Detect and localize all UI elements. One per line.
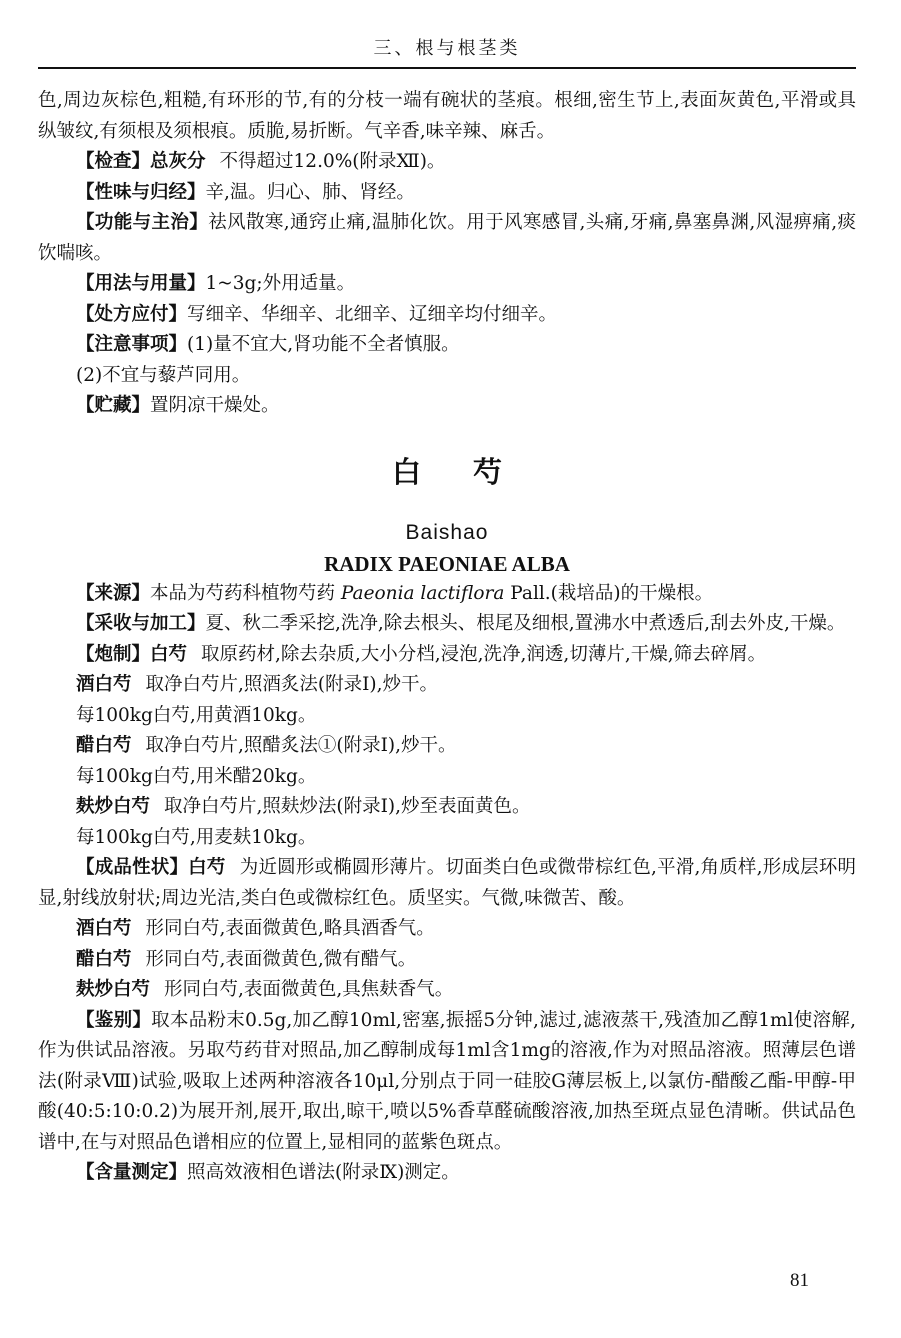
processing-paragraph xyxy=(38,640,856,671)
prescription-tag: 【处方应付】 xyxy=(76,303,188,325)
characters-bran-sub: 麸炒白芍 xyxy=(76,979,151,1000)
characters-text: 为近圆形或椭圆形薄片。切面类白色或微带棕红色,平滑,角质样,形成层环明显,射线放射状;周边光洁,类白色或微棕红色。质坚实。气微,味微苦、酸。 xyxy=(38,857,856,909)
inspection-sub: 总灰分 xyxy=(150,151,206,172)
identification-text: 取本品粉末0.5g,加乙醇10ml,密塞,振摇5分钟,滤过,滤液蒸干,残渣加乙醇1ml使溶解,作为供试品溶液。另取芍药苷对照品,加乙醇制成每1ml含1mg的溶液,作为对照品溶液。照薄层色谱法(附录Ⅷ)试验,吸取上述两种溶液各10μl,分别点于同一硅胶G薄层板上,以氯仿-醋酸乙酯-甲醇-甲酸(40:5:10:0.2)为展开剂,展开,取出,晾干,喷以5%香草醛硫酸溶液,加热至斑点显色清晰。供试品色谱中,在与对照品色谱相应的位置上,显相同的蓝紫色斑点。 xyxy=(38,1009,856,1153)
assay-paragraph xyxy=(38,1158,856,1189)
characters-wine xyxy=(38,914,856,945)
inspection-paragraph xyxy=(38,147,856,178)
characters-paragraph xyxy=(38,853,856,914)
wine-processing xyxy=(38,670,856,701)
identification-tag: 【鉴别】 xyxy=(76,1009,152,1031)
characters-bran xyxy=(38,975,856,1006)
source-species: Paeonia lactiflora xyxy=(340,582,505,604)
bran-text: 取净白芍片,照麸炒法(附录Ⅰ),炒至表面黄色。 xyxy=(164,796,531,817)
harvest-paragraph xyxy=(38,609,856,640)
vinegar-text: 取净白芍片,照醋炙法①(附录Ⅰ),炒干。 xyxy=(145,735,457,756)
dosage-text: 1~3g;外用适量。 xyxy=(205,273,356,294)
harvest-tag: 【采收与加工】 xyxy=(76,613,206,634)
property-text: 辛,温。归心、肺、肾经。 xyxy=(205,181,415,203)
vinegar-processing xyxy=(38,731,856,762)
characters-vinegar xyxy=(38,945,856,976)
precaution-text: (1)量不宜大,肾功能不全者慎服。 xyxy=(187,334,460,355)
property-paragraph xyxy=(38,178,856,209)
function-paragraph xyxy=(38,208,856,269)
bran-processing xyxy=(38,792,856,823)
inspection-text: 不得超过12.0%(附录Ⅻ)。 xyxy=(219,151,446,172)
bran-sub: 麸炒白芍 xyxy=(76,796,151,817)
prescription-text: 写细辛、华细辛、北细辛、辽细辛均付细辛。 xyxy=(187,303,558,325)
precaution-paragraph xyxy=(38,330,856,361)
precaution-item-2: (2)不宜与藜芦同用。 xyxy=(76,364,251,386)
characters-bran-text: 形同白芍,表面微黄色,具焦麸香气。 xyxy=(164,979,454,1000)
storage-tag: 【贮藏】 xyxy=(76,395,151,416)
identification-paragraph xyxy=(38,1006,856,1159)
assay-tag: 【含量测定】 xyxy=(76,1162,188,1183)
page-number: 81 xyxy=(790,1270,809,1291)
dosage-tag: 【用法与用量】 xyxy=(76,273,206,294)
characters-wine-sub: 酒白芍 xyxy=(76,918,132,939)
vinegar-ratio: 每100kg白芍,用米醋20kg。 xyxy=(76,765,317,787)
precaution-tag: 【注意事项】 xyxy=(76,334,188,355)
wine-text: 取净白芍片,照酒炙法(附录Ⅰ),炒干。 xyxy=(145,674,439,695)
processing-sub: 白芍 xyxy=(150,643,188,665)
continued-description: 色,周边灰棕色,粗糙,有环形的节,有的分枝一端有碗状的茎痕。根细,密生节上,表面灰黄色,平滑或具纵皱纹,有须根及须根痕。质脆,易折断。气辛香,味辛辣、麻舌。 xyxy=(38,90,856,142)
characters-tag: 【成品性状】 xyxy=(76,857,189,878)
characters-vinegar-sub: 醋白芍 xyxy=(76,948,132,970)
function-tag: 【功能与主治】 xyxy=(76,212,209,233)
dosage-paragraph xyxy=(38,269,856,300)
source-text-2: Pall.(栽培品)的干燥根。 xyxy=(510,582,714,604)
header-rule xyxy=(38,67,856,69)
storage-paragraph xyxy=(38,391,856,422)
source-tag: 【来源】 xyxy=(76,582,151,604)
monograph-title-pinyin: Baishao xyxy=(405,520,489,544)
page-body xyxy=(38,86,856,1189)
monograph-title-chinese: 白芍 xyxy=(391,454,554,489)
vinegar-sub: 醋白芍 xyxy=(76,735,132,756)
source-paragraph xyxy=(38,579,856,610)
prescription-paragraph xyxy=(38,300,856,331)
wine-ratio: 每100kg白芍,用黄酒10kg。 xyxy=(76,704,317,726)
wine-sub: 酒白芍 xyxy=(76,674,132,695)
characters-wine-text: 形同白芍,表面微黄色,略具酒香气。 xyxy=(145,918,435,939)
harvest-text: 夏、秋二季采挖,洗净,除去根头、根尾及细根,置沸水中煮透后,刮去外皮,干燥。 xyxy=(205,613,846,634)
function-text: 祛风散寒,通窍止痛,温肺化饮。用于风寒感冒,头痛,牙痛,鼻塞鼻渊,风湿痹痛,痰饮喘咳。 xyxy=(38,212,856,264)
processing-tag: 【炮制】 xyxy=(76,643,151,665)
running-header: 三、根与根茎类 xyxy=(373,38,521,59)
property-tag: 【性味与归经】 xyxy=(76,181,206,203)
storage-text: 置阴凉干燥处。 xyxy=(150,395,280,416)
monograph-title-latin: RADIX PAEONIAE ALBA xyxy=(324,551,570,576)
inspection-tag: 【检查】 xyxy=(76,151,151,172)
processing-text: 取原药材,除去杂质,大小分档,浸泡,洗净,润透,切薄片,干燥,筛去碎屑。 xyxy=(201,643,767,665)
characters-vinegar-text: 形同白芍,表面微黄色,微有醋气。 xyxy=(145,948,417,970)
characters-sub: 白芍 xyxy=(188,857,226,878)
assay-text: 照高效液相色谱法(附录Ⅸ)测定。 xyxy=(187,1162,460,1183)
source-text-1: 本品为芍药科植物芍药 xyxy=(150,582,336,604)
bran-ratio: 每100kg白芍,用麦麸10kg。 xyxy=(76,826,317,848)
